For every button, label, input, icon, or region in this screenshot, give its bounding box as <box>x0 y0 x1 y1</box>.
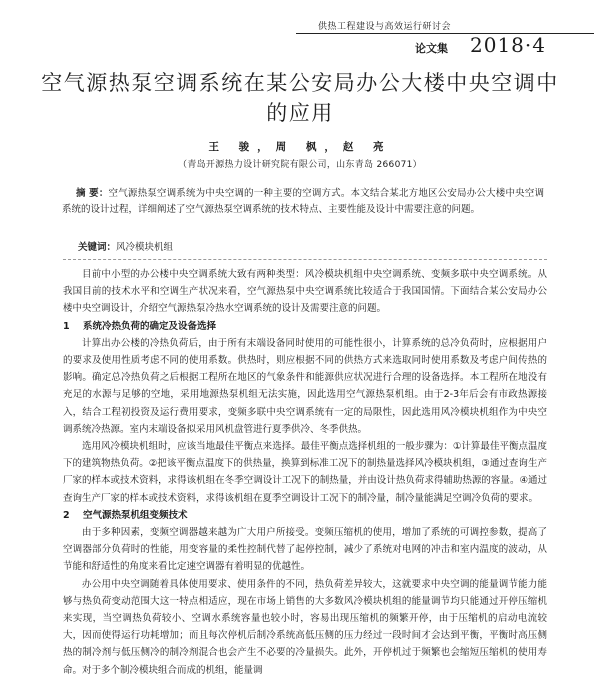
section-label: 论文集 <box>415 42 448 55</box>
article-body <box>63 266 547 679</box>
section-number: 1 <box>63 320 70 332</box>
header-rule <box>296 33 594 34</box>
intro-paragraph: 目前中小型的办公楼中央空调系统大致有两种类型：风冷模块机组中央空调系统、变频多联中央空调系统。从我国目前的技术水平和空调生产状况来看，空气源热泵中央空调系统比较适合于我国国情。下面结合某公安局办公楼中央空调设计，介绍空气源热泵冷热水空调系统的设计及需要注意的问题。 <box>63 269 547 315</box>
section-2-paragraph-1: 由于多种因素，变频空调器越来越为广大用户所接受。变频压缩机的使用，增加了系统的可调控参数，提高了空调器部分负荷时的性能，用变容量的柔性控制代替了起停控制，减少了系统对电网的冲击和室内温度的波动，从节能和舒适性的角度来看比定速空调器有着明显的优越性。 <box>63 527 547 573</box>
journal-name: 供热工程建设与高效运行研讨会 <box>318 22 452 32</box>
section-1-paragraph-2: 选用风冷模块机组时，应该当地最佳平衡点来选择。最佳平衡点选择机组的一般步骤为：①计算最佳平衡点温度下的建筑物热负荷。②把该平衡点温度下的供热量，换算到标准工况下的制热量选择风冷模块机组，③通过查询生产厂家的样本或技术资料，求得该机组在冬季空调设计工况下的制热量，并由设计热负荷求得辅助热源的容量。④通过查询生产厂家的样本或技术资料，求得该机组在夏季空调设计工况下的制冷量，制冷量能满足空调冷负荷的要求。 <box>63 441 547 504</box>
section-title: 系统冷热负荷的确定及设备选择 <box>83 320 217 332</box>
article-title: 空气源热泵空调系统在某公安局办公大楼中央空调中的应用 <box>41 71 559 125</box>
section-heading-1 <box>63 318 547 335</box>
keywords-label: 关键词： <box>78 242 117 253</box>
section-heading-2 <box>63 507 547 524</box>
article-authors: 王 骏，周 枫，赵 亮 <box>208 141 392 153</box>
abstract-divider <box>63 259 547 260</box>
author-affiliation: （青岛开源热力设计研究院有限公司，山东青岛 266071） <box>178 160 422 170</box>
issue-year: 2018·4 <box>470 33 546 57</box>
abstract <box>62 186 544 217</box>
section-number: 2 <box>63 509 70 521</box>
keywords <box>78 239 173 253</box>
section-title: 空气源热泵机组变频技术 <box>83 509 188 521</box>
abstract-text: 空气源热泵空调系统为中央空调的一种主要的空调方式。本文结合某北方地区公安局办公大楼中央空调系统的设计过程，详细阐述了空气源热泵空调系统的技术特点、主要性能及设计中需要注意的问题。 <box>62 188 544 215</box>
abstract-label: 摘 要： <box>76 188 109 199</box>
section-1-paragraph-1: 计算出办公楼的冷热负荷后，由于所有末端设备同时使用的可能性很小，计算系统的总冷负荷时，应根据用户的要求及使用性质考虑不同的使用系数。供热时，则应根据不同的供热方式来选取同时使用系数及考虑户间传热的影响。确定总冷热负荷之后根据工程所在地区的气象条件和能源供应状况进行合理的设备选择。本工程所在地没有充足的水源与足够的空地，采用地源热泵机组无法实施，因此选用空气源热泵机组。由于2-3年后会有市政热源接入，结合工程初投资及运行费用要求，变频多联中央空调系统有一定的局限性，因此选用风冷模块机组作为中央空调系统冷热源。室内末端设备拟采用风机盘管进行夏季供冷、冬季供热。 <box>63 337 547 435</box>
section-2-paragraph-2: 办公用中央空调随着具体使用要求、使用条件的不同，热负荷差异较大，这就要求中央空调的能量调节能力能够与热负荷变动范围大这一特点相适应，现在市场上销售的大多数风冷模块机组的能量调节均只能通过开停压缩机来实现，当空调热负荷较小、空调水系统容量也较小时，容易出现压缩机的频繁开停，由于压缩机的启动电流较大，因而使得运行功耗增加；而且每次停机后制冷系统高低压侧的压力经过一段时间才会达到平衡，平衡时高压侧热的制冷剂与低压侧冷的制冷剂混合也会产生不必要的冷量损失。此外，开停机过于频繁也会缩短压缩机的使用寿命。对于多个制冷模块组合而成的机组，能量调 <box>63 578 547 676</box>
keywords-text: 风冷模块机组 <box>116 242 174 253</box>
